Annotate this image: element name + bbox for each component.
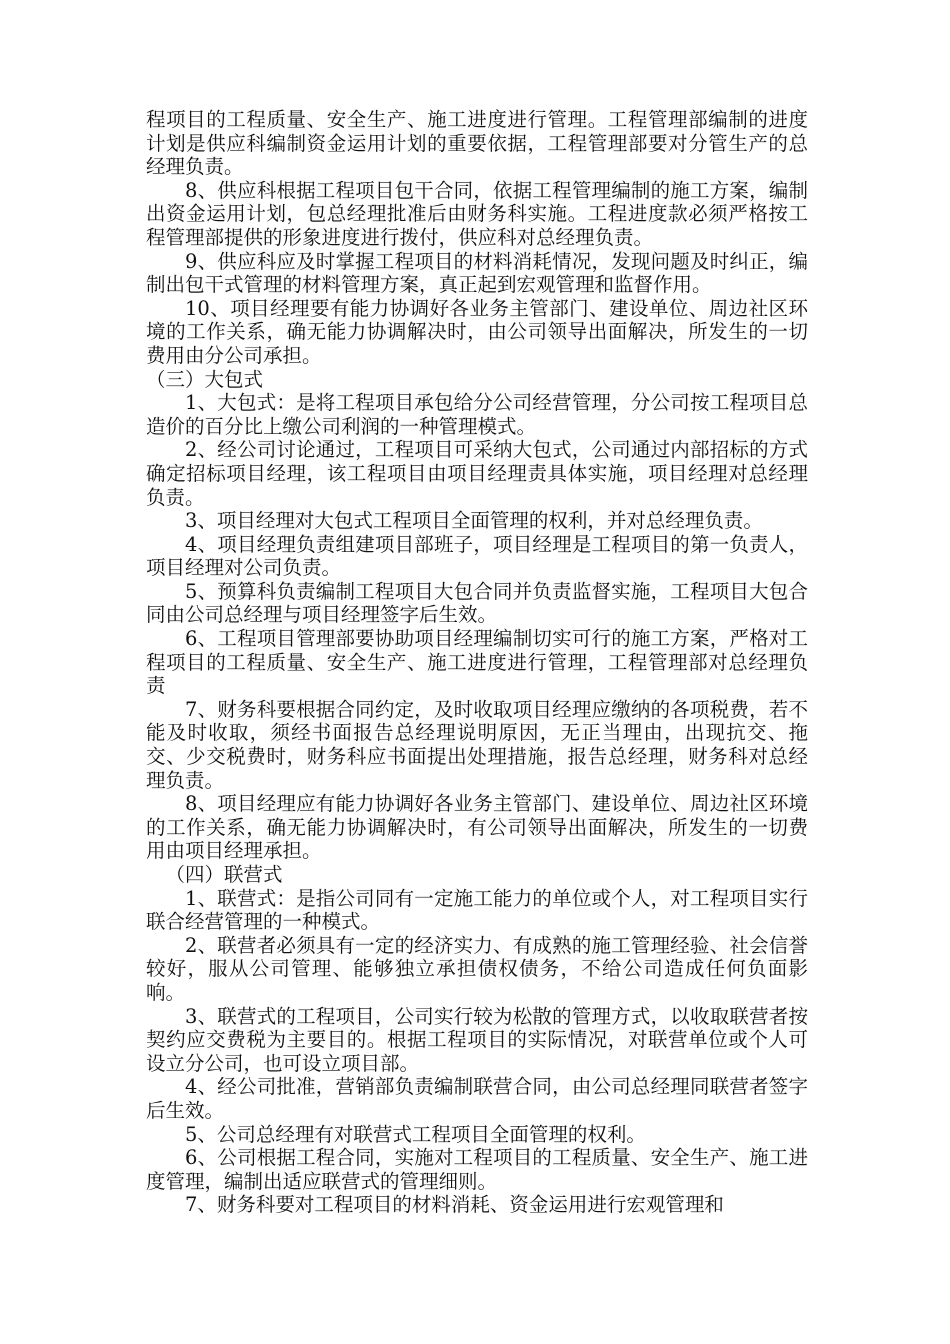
section-heading-4: （四）联营式 — [165, 863, 283, 886]
paragraph-section3-item-3: 3、项目经理对大包式工程项目全面管理的权利，并对总经理负责。 — [185, 509, 763, 533]
paragraph-section3-item-1: 1、大包式：是将工程项目承包给分公司经营管理，分公司按工程项目总造价的百分比上缴公司利润的一种管理模式。 — [146, 391, 808, 438]
paragraph-section3-item-7: 7、财务科要根据合同约定，及时收取项目经理应缴纳的各项税费，若不能及时收取，须经书面报告总经理说明原因，无正当理由，出现抗交、拖交、少交税费时，财务科应书面提出处理措施，报告总经理，财务科对总经理负责。 — [146, 697, 808, 792]
paragraph-section3-item-5: 5、预算科负责编制工程项目大包合同并负责监督实施，工程项目大包合同由公司总经理与项目经理签字后生效。 — [146, 579, 808, 627]
paragraph-section3-item-8: 8、项目经理应有能力协调好各业务主管部门、建设单位、周边社区环境的工作关系，确无能力协调解决时，有公司领导出面解决，所发生的一切费用由项目经理承担。 — [146, 792, 808, 863]
paragraph-section4-item-6: 6、公司根据工程合同，实施对工程项目的工程质量、安全生产、施工进度管理，编制出适应联营式的管理细则。 — [146, 1146, 808, 1193]
paragraph-section3-item-2: 2、经公司讨论通过，工程项目可采纳大包式，公司通过内部招标的方式确定招标项目经理，该工程项目由项目经理责具体实施，项目经理对总经理负责。 — [146, 438, 808, 509]
document-page — [146, 108, 808, 1217]
paragraph-section4-item-3: 3、联营式的工程项目，公司实行较为松散的管理方式，以收取联营者按契约应交费税为主要目的。根据工程项目的实际情况，对联营单位或个人可设立分公司，也可设立项目部。 — [146, 1004, 808, 1075]
paragraph-item-9-supply: 9、供应科应及时掌握工程项目的材料消耗情况，发现问题及时纠正，编制出包干式管理的材料管理方案，真正起到宏观管理和监督作用。 — [146, 249, 808, 297]
paragraph-section4-item-2: 2、联营者必须具有一定的经济实力、有成熟的施工管理经验、社会信誉较好，服从公司管理、能够独立承担债权债务，不给公司造成任何负面影响。 — [146, 933, 808, 1004]
paragraph-item-10-manager: 10、项目经理要有能力协调好各业务主管部门、建设单位、周边社区环境的工作关系，确无能力协调解决时，由公司领导出面解决，所发生的一切费用由分公司承担。 — [146, 296, 808, 367]
paragraph-section4-item-5: 5、公司总经理有对联营式工程项目全面管理的权利。 — [185, 1122, 646, 1146]
paragraph-section4-item-1: 1、联营式：是指公司同有一定施工能力的单位或个人，对工程项目实行联合经营管理的一种模式。 — [146, 886, 808, 934]
paragraph-continuation: 程项目的工程质量、安全生产、施工进度进行管理。工程管理部编制的进度计划是供应科编制资金运用计划的重要依据，工程管理部要对分管生产的总经理负责。 — [146, 108, 808, 179]
section-heading-3: （三）大包式 — [146, 367, 264, 391]
paragraph-section3-item-4: 4、项目经理负责组建项目部班子，项目经理是工程项目的第一负责人，项目经理对公司负责。 — [146, 532, 808, 580]
paragraph-section3-item-6: 6、工程项目管理部要协助项目经理编制切实可行的施工方案，严格对工程项目的工程质量、安全生产、施工进度进行管理，工程管理部对总经理负责 — [146, 627, 808, 698]
paragraph-section4-item-4: 4、经公司批准，营销部负责编制联营合同，由公司总经理同联营者签字后生效。 — [146, 1075, 808, 1122]
paragraph-section4-item-7: 7、财务科要对工程项目的材料消耗、资金运用进行宏观管理和 — [185, 1193, 724, 1217]
paragraph-item-8-supply: 8、供应科根据工程项目包干合同，依据工程管理编制的施工方案，编制出资金运用计划，包总经理批准后由财务科实施。工程进度款必须严格按工程管理部提供的形象进度进行拨付，供应科对总经理负责。 — [146, 178, 808, 249]
